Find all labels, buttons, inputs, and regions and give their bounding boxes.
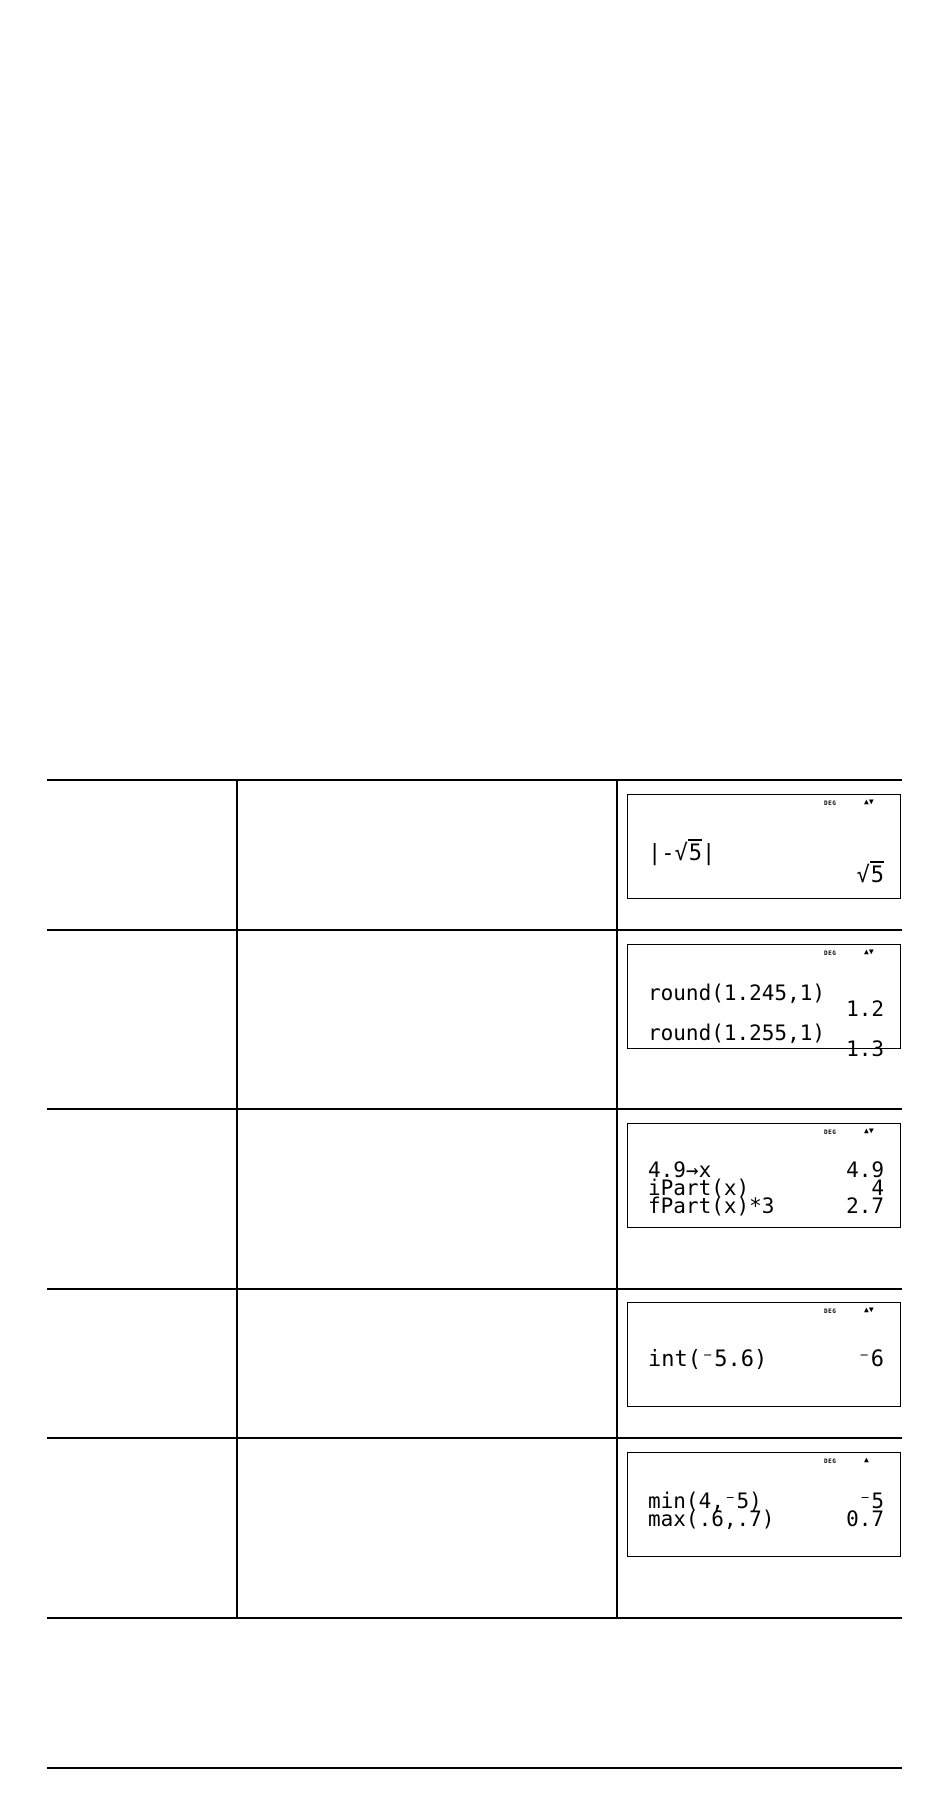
- screen-line: 4.9→x 4.9: [648, 1158, 884, 1182]
- screen-line: 1.3: [846, 1037, 884, 1061]
- mode-indicator: DEG: [824, 800, 837, 807]
- footer-rule: [47, 1767, 902, 1769]
- mode-indicator: DEG: [824, 1129, 837, 1136]
- screen-line: int(⁻5.6) ⁻6: [648, 1347, 884, 1372]
- calculator-screen-round: [627, 944, 901, 1061]
- calculator-screen-int: [627, 1302, 901, 1407]
- screen-line: min(4,⁻5) ⁻5: [648, 1489, 884, 1513]
- mode-indicator: DEG: [824, 1308, 837, 1315]
- screen-line: round(1.255,1): [648, 1021, 826, 1045]
- screen-line: 1.2: [846, 997, 884, 1021]
- row-divider-1: [47, 929, 902, 931]
- expr-prefix: |-: [648, 841, 675, 866]
- expr-suffix: |: [702, 841, 716, 866]
- scroll-arrows-icon: ▲▼: [864, 1126, 874, 1135]
- scroll-arrows-icon: ▲▼: [864, 1305, 874, 1314]
- table-bottom-rule: [47, 1617, 902, 1619]
- screen-line: [648, 821, 884, 888]
- scroll-arrows-icon: ▲▼: [864, 797, 874, 806]
- row-divider-4: [47, 1437, 902, 1439]
- mode-indicator: DEG: [824, 1458, 837, 1465]
- screen-line: iPart(x) 4: [648, 1176, 884, 1200]
- table-top-rule: [47, 779, 902, 781]
- screen-line: round(1.245,1): [648, 981, 826, 1005]
- mode-indicator: DEG: [824, 950, 837, 957]
- scroll-arrows-icon: ▲▼: [864, 947, 874, 956]
- sqrt-icon: √: [674, 841, 688, 866]
- result-radicand: 5: [870, 863, 884, 888]
- calculator-screen-min-max: [627, 1452, 901, 1557]
- screen-line: fPart(x)*3 2.7: [648, 1194, 884, 1218]
- column-divider-2: [616, 780, 618, 1619]
- calculator-screen-ipart-fpart: [627, 1123, 901, 1228]
- row-divider-3: [47, 1288, 902, 1290]
- row-divider-2: [47, 1108, 902, 1110]
- calculator-screen-abs: [627, 794, 901, 899]
- screen-line: max(.6,.7) 0.7: [648, 1507, 884, 1531]
- expr-radicand: 5: [688, 841, 702, 866]
- column-divider-1: [236, 780, 238, 1619]
- scroll-up-arrow-icon: ▲: [864, 1455, 869, 1464]
- sqrt-icon: √: [856, 863, 870, 888]
